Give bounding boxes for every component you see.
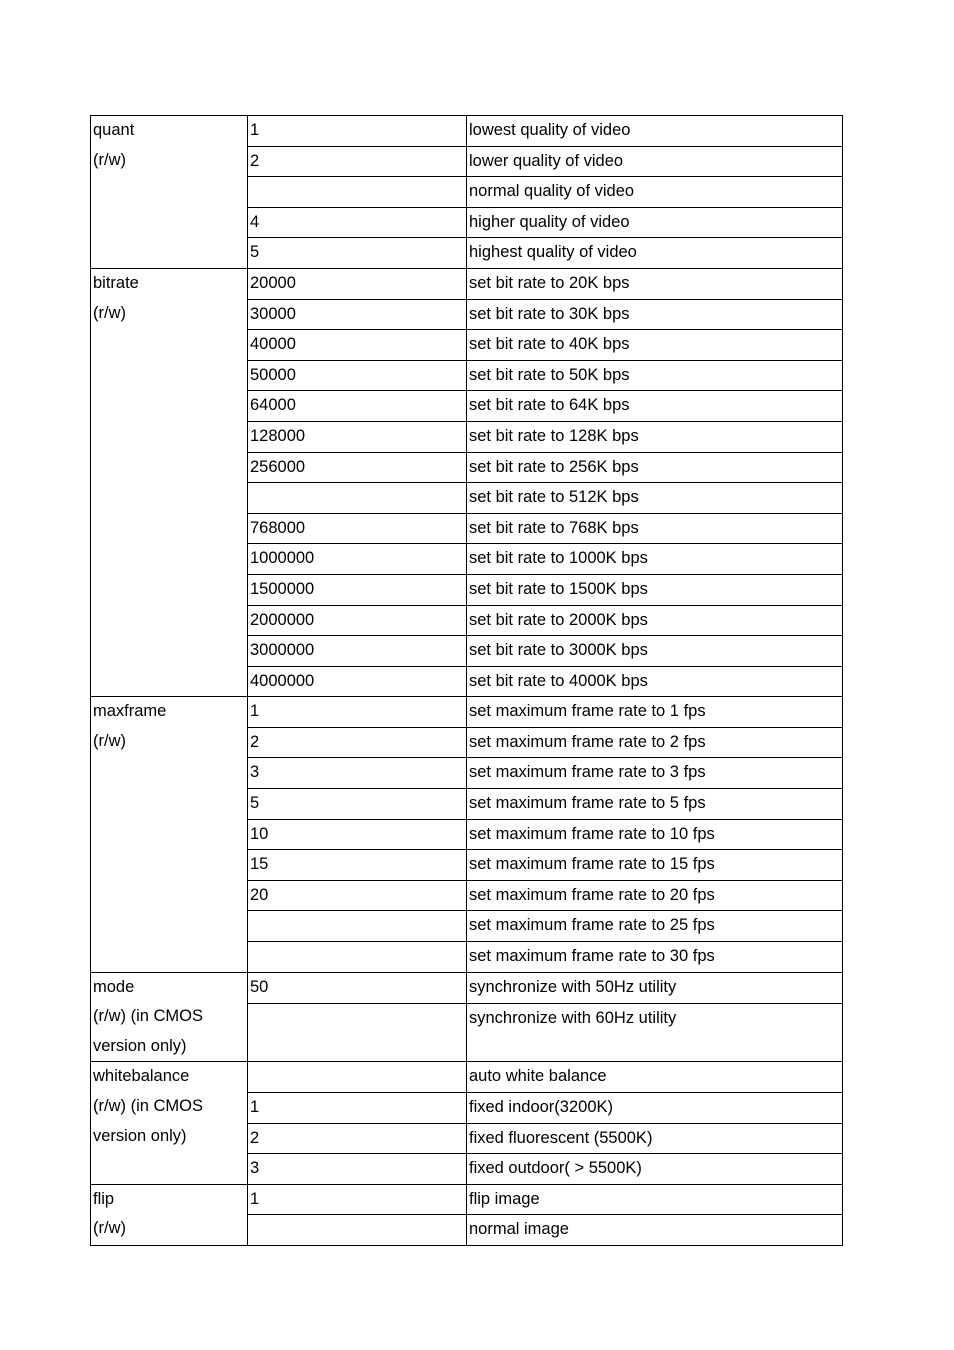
param-cell-mode xyxy=(91,972,248,1062)
value-cell: 1500000 xyxy=(248,574,467,605)
param-access: version only) xyxy=(93,1036,187,1055)
value-cell: 2 xyxy=(248,1123,467,1154)
param-name: mode xyxy=(93,977,135,996)
description-cell: set maximum frame rate to 5 fps xyxy=(467,789,843,820)
description-cell: set maximum frame rate to 1 fps xyxy=(467,697,843,728)
table-row xyxy=(91,697,843,728)
description-cell: set bit rate to 20K bps xyxy=(467,268,843,299)
value-cell: 3 xyxy=(248,1154,467,1185)
value-cell xyxy=(248,1062,467,1093)
description-cell: set bit rate to 512K bps xyxy=(467,483,843,514)
value-cell: 1 xyxy=(248,1184,467,1215)
value-cell: 2 xyxy=(248,727,467,758)
param-cell-quant xyxy=(91,116,248,269)
value-cell: 5 xyxy=(248,789,467,820)
param-access: (r/w) xyxy=(93,150,126,169)
description-cell: set bit rate to 128K bps xyxy=(467,421,843,452)
value-cell: 1 xyxy=(248,1093,467,1124)
table-row xyxy=(91,116,843,147)
description-cell: set bit rate to 4000K bps xyxy=(467,666,843,697)
value-cell: 5 xyxy=(248,238,467,269)
value-cell: 1000000 xyxy=(248,544,467,575)
value-cell: 2000000 xyxy=(248,605,467,636)
description-cell: set bit rate to 768K bps xyxy=(467,513,843,544)
description-cell: highest quality of video xyxy=(467,238,843,269)
value-cell: 1 xyxy=(248,116,467,147)
param-cell-flip xyxy=(91,1184,248,1245)
value-cell: 30000 xyxy=(248,299,467,330)
value-cell: 2 xyxy=(248,146,467,177)
value-cell: 64000 xyxy=(248,391,467,422)
description-cell: auto white balance xyxy=(467,1062,843,1093)
description-cell: synchronize with 50Hz utility xyxy=(467,972,843,1003)
value-cell: 40000 xyxy=(248,330,467,361)
description-cell: set maximum frame rate to 30 fps xyxy=(467,942,843,973)
description-cell: set maximum frame rate to 20 fps xyxy=(467,880,843,911)
param-access: (r/w) (in CMOS xyxy=(93,1097,203,1115)
value-cell: 50 xyxy=(248,972,467,1003)
description-cell: fixed indoor(3200K) xyxy=(467,1093,843,1124)
param-cell-maxframe xyxy=(91,697,248,972)
description-cell: fixed outdoor( > 5500K) xyxy=(467,1154,843,1185)
value-cell: 768000 xyxy=(248,513,467,544)
value-cell: 128000 xyxy=(248,421,467,452)
description-cell: set maximum frame rate to 3 fps xyxy=(467,758,843,789)
value-cell: 20 xyxy=(248,880,467,911)
description-cell: normal quality of video xyxy=(467,177,843,208)
description-cell: fixed fluorescent (5500K) xyxy=(467,1123,843,1154)
value-cell xyxy=(248,177,467,208)
description-cell: set maximum frame rate to 15 fps xyxy=(467,850,843,881)
table-row xyxy=(91,268,843,299)
description-cell: set bit rate to 256K bps xyxy=(467,452,843,483)
table-row xyxy=(91,972,843,1003)
value-cell: 20000 xyxy=(248,268,467,299)
value-cell: 4 xyxy=(248,207,467,238)
description-cell: set bit rate to 50K bps xyxy=(467,360,843,391)
value-cell: 3 xyxy=(248,758,467,789)
param-access: (r/w) xyxy=(93,303,126,322)
description-cell: set bit rate to 3000K bps xyxy=(467,636,843,667)
value-cell: 50000 xyxy=(248,360,467,391)
description-cell: flip image xyxy=(467,1184,843,1215)
description-cell: set maximum frame rate to 2 fps xyxy=(467,727,843,758)
description-cell: synchronize with 60Hz utility xyxy=(467,1003,843,1061)
value-cell: 1 xyxy=(248,697,467,728)
param-access: (r/w) xyxy=(93,1219,126,1238)
table-row xyxy=(91,1062,843,1093)
description-cell: normal image xyxy=(467,1215,843,1246)
description-cell: higher quality of video xyxy=(467,207,843,238)
value-cell: 256000 xyxy=(248,452,467,483)
param-name: whitebalance xyxy=(93,1067,190,1086)
value-cell xyxy=(248,1003,467,1061)
description-cell: lower quality of video xyxy=(467,146,843,177)
param-access: version only) xyxy=(93,1126,187,1145)
description-cell: set maximum frame rate to 25 fps xyxy=(467,911,843,942)
table-row xyxy=(91,1184,843,1215)
value-cell xyxy=(248,942,467,973)
description-cell: set bit rate to 2000K bps xyxy=(467,605,843,636)
description-cell: set bit rate to 1000K bps xyxy=(467,544,843,575)
value-cell xyxy=(248,483,467,514)
value-cell: 10 xyxy=(248,819,467,850)
param-name: bitrate xyxy=(93,273,139,292)
description-cell: set bit rate to 64K bps xyxy=(467,391,843,422)
param-name: maxframe xyxy=(93,702,167,721)
parameter-table-body xyxy=(91,116,843,1246)
value-cell xyxy=(248,1215,467,1246)
param-cell-whitebalance xyxy=(91,1062,248,1184)
value-cell: 3000000 xyxy=(248,636,467,667)
description-cell: lowest quality of video xyxy=(467,116,843,147)
value-cell: 15 xyxy=(248,850,467,881)
description-cell: set maximum frame rate to 10 fps xyxy=(467,819,843,850)
description-cell: set bit rate to 30K bps xyxy=(467,299,843,330)
param-cell-bitrate xyxy=(91,268,248,696)
parameter-table xyxy=(90,115,843,1246)
description-cell: set bit rate to 1500K bps xyxy=(467,574,843,605)
param-name: quant xyxy=(93,121,135,139)
value-cell: 4000000 xyxy=(248,666,467,697)
value-cell xyxy=(248,911,467,942)
param-name: flip xyxy=(93,1189,115,1208)
description-cell: set bit rate to 40K bps xyxy=(467,330,843,361)
param-access: (r/w) xyxy=(93,731,126,750)
param-access: (r/w) (in CMOS xyxy=(93,1007,203,1026)
